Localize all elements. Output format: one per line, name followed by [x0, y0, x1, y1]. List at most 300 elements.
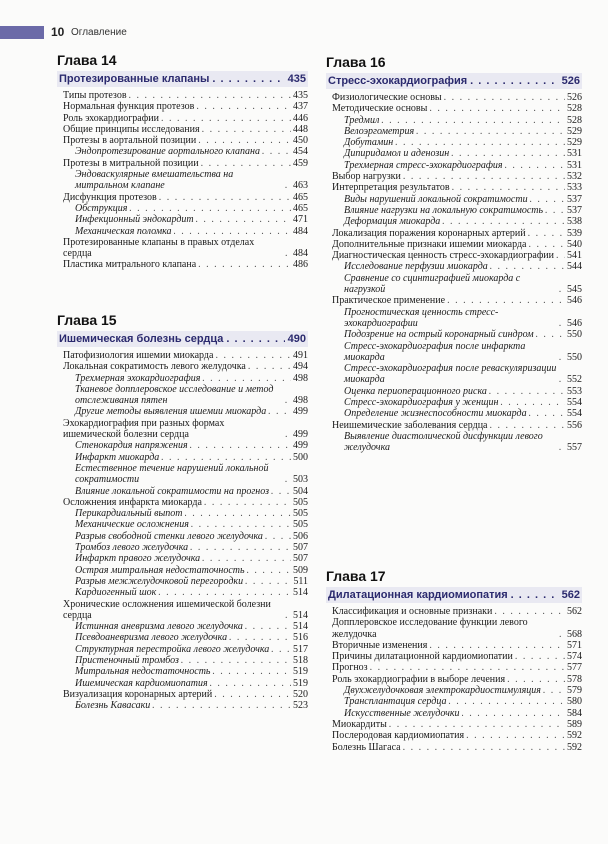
- entry-title: Влияние нагрузки на локальную сократимость: [344, 204, 544, 216]
- entry-page: 516: [293, 632, 308, 644]
- toc-entry[interactable]: [57, 599, 308, 622]
- toc-entry[interactable]: [57, 101, 308, 112]
- toc-entry[interactable]: [326, 674, 582, 685]
- entry-title: Тромбоз левого желудочка: [75, 542, 189, 554]
- entry-page: 531: [567, 159, 582, 171]
- entry-title: Болезнь Кавасаки: [75, 700, 151, 712]
- entry-page: 544: [567, 261, 582, 273]
- leader-dots: [462, 708, 565, 719]
- toc-subentry[interactable]: [326, 307, 582, 330]
- entry-page: 577: [567, 662, 582, 674]
- entry-page: 589: [567, 718, 582, 730]
- leader-dots: [285, 180, 291, 191]
- leader-dots: [161, 113, 291, 124]
- toc-entry[interactable]: [326, 651, 582, 662]
- entry-page: 505: [293, 496, 308, 508]
- toc-subentry[interactable]: [57, 169, 308, 192]
- leader-dots: [214, 689, 291, 700]
- leader-dots: [452, 182, 565, 193]
- toc-entry[interactable]: [326, 182, 582, 193]
- leader-dots: [204, 497, 291, 508]
- entry-page: 553: [567, 385, 582, 397]
- entry-title: Протезы в аортальной позиции: [63, 135, 197, 147]
- entry-page: 498: [293, 395, 308, 407]
- entry-title: Трансплантация сердца: [344, 696, 447, 708]
- entry-page: 459: [293, 157, 308, 169]
- toc-subentry[interactable]: [326, 126, 582, 137]
- leader-dots: [559, 629, 565, 640]
- toc-entry[interactable]: [57, 135, 308, 146]
- toc-list: [326, 92, 582, 454]
- entry-title: Стресс-эхокардиография после инфаркта миокарда: [344, 340, 526, 363]
- entry-page: 519: [293, 677, 308, 689]
- leader-dots: [245, 576, 291, 587]
- entry-title: Тканевое допплеровское исследование и метод отслеживания пятен: [75, 383, 274, 407]
- toc-entry[interactable]: [326, 228, 582, 239]
- toc-subentry[interactable]: [326, 386, 582, 397]
- toc-subentry[interactable]: [57, 621, 308, 632]
- toc-entry[interactable]: [326, 640, 582, 651]
- leader-dots: [245, 621, 291, 632]
- toc-subentry[interactable]: [326, 329, 582, 340]
- entry-page: 454: [293, 146, 308, 158]
- entry-page: 554: [567, 397, 582, 409]
- leader-dots: [271, 486, 291, 497]
- chapter-page: 526: [561, 75, 580, 87]
- toc-entry[interactable]: [326, 730, 582, 741]
- leader-dots: [201, 158, 291, 169]
- entry-title: Разрыв межжелудочковой перегородки: [75, 575, 244, 587]
- toc-entry[interactable]: [57, 237, 308, 260]
- entry-title: Инфаркт правого желудочка: [75, 553, 201, 565]
- entry-page: 529: [567, 125, 582, 137]
- entry-title: Практическое применение: [332, 295, 446, 307]
- toc-entry[interactable]: [57, 361, 308, 372]
- leader-dots: [536, 329, 565, 340]
- leader-dots: [403, 742, 565, 753]
- entry-title: Стенокардия напряжения: [75, 440, 188, 452]
- chapter-page: 490: [287, 333, 306, 345]
- leader-dots: [507, 674, 565, 685]
- entry-title: Эндоваскулярные вмешательства на митральном клапане: [75, 169, 234, 192]
- entry-page: 499: [293, 429, 308, 441]
- toc-entry[interactable]: [57, 158, 308, 169]
- toc-entry[interactable]: [326, 239, 582, 250]
- entry-title: Дипиридамол и аденозин: [344, 148, 450, 160]
- entry-title: Эхокардиография при разных формах ишемической болезни сердца: [63, 417, 225, 441]
- leader-dots: [190, 440, 291, 451]
- entry-page: 505: [293, 508, 308, 520]
- entry-title: Инфекционный эндокардит: [75, 214, 194, 226]
- entry-title: Другие методы выявления ишемии миокарда: [75, 406, 267, 418]
- toc-list: [57, 350, 308, 712]
- entry-page: 505: [293, 519, 308, 531]
- entry-page: 554: [567, 408, 582, 420]
- entry-title: Кардиогенный шок: [75, 587, 157, 599]
- toc-subentry[interactable]: [57, 463, 308, 486]
- entry-page: 514: [293, 621, 308, 633]
- leader-dots: [381, 115, 565, 126]
- entry-page: 537: [567, 204, 582, 216]
- column-divider: [316, 55, 317, 795]
- toc-subentry[interactable]: [326, 408, 582, 419]
- entry-page: 519: [293, 666, 308, 678]
- entry-title: Роль эхокардиографии: [63, 112, 159, 124]
- leader-dots: [285, 395, 291, 406]
- toc-subentry[interactable]: [326, 708, 582, 719]
- toc-entry[interactable]: [57, 418, 308, 441]
- leader-dots: [215, 350, 291, 361]
- toc-subentry[interactable]: [57, 587, 308, 598]
- entry-title: Исследование перфузии миокарда: [344, 261, 488, 273]
- entry-page: 562: [567, 606, 582, 617]
- chapter-title: Ишемическая болезнь сердца: [59, 333, 224, 345]
- toc-subentry[interactable]: [326, 431, 582, 454]
- leader-dots: [545, 205, 565, 216]
- toc-subentry[interactable]: [57, 542, 308, 553]
- entry-title: Деформация миокарда: [344, 216, 441, 228]
- entry-title: Истинная аневризма левого желудочка: [75, 621, 243, 633]
- leader-dots: [285, 248, 291, 259]
- entry-title: Роль эхокардиографии в выборе лечения: [332, 673, 506, 685]
- toc-subentry[interactable]: [57, 203, 308, 214]
- leader-dots: [489, 386, 565, 397]
- toc-entry[interactable]: [326, 420, 582, 431]
- toc-subentry[interactable]: [326, 194, 582, 205]
- leader-dots: [161, 452, 291, 463]
- toc-subentry[interactable]: [57, 644, 308, 655]
- entry-page: 546: [567, 295, 582, 307]
- leader-dots: [442, 216, 565, 227]
- leader-dots: [530, 194, 565, 205]
- entry-page: 507: [293, 542, 308, 554]
- leader-dots: [528, 228, 565, 239]
- entry-page: 494: [293, 361, 308, 373]
- toc-subentry[interactable]: [57, 576, 308, 587]
- entry-page: 557: [567, 442, 582, 454]
- entry-title: Послеродовая кардиомиопатия: [332, 730, 465, 742]
- leader-dots: [470, 75, 558, 87]
- leader-dots: [494, 606, 565, 617]
- chapter-title: Дилатационная кардиомиопатия: [328, 589, 508, 601]
- toc-subentry[interactable]: [326, 363, 582, 386]
- entry-title: Методические основы: [332, 103, 428, 115]
- entry-title: Обструкция: [75, 202, 128, 214]
- entry-title: Ишемическая кардиомиопатия: [75, 677, 208, 689]
- leader-dots: [268, 406, 291, 417]
- entry-title: Трехмерная стресс-эхокардиография: [344, 159, 503, 171]
- chapter-17: [326, 568, 582, 753]
- entry-page: 437: [293, 101, 308, 113]
- toc-entry[interactable]: [326, 250, 582, 261]
- leader-dots: [190, 542, 291, 553]
- chapter-15: [57, 312, 308, 712]
- entry-title: Хронические осложнения ишемической болезни сердца: [63, 598, 271, 621]
- toc-entry[interactable]: [57, 90, 308, 101]
- leader-dots: [451, 148, 565, 159]
- entry-page: 523: [293, 700, 308, 712]
- toc-subentry[interactable]: [57, 214, 308, 225]
- leader-dots: [515, 651, 565, 662]
- entry-title: Протезированные клапаны в правых отделах сердца: [63, 236, 255, 260]
- entry-title: Нормальная функция протезов: [63, 101, 195, 113]
- leader-dots: [529, 239, 566, 250]
- entry-page: 504: [293, 485, 308, 497]
- toc-subentry[interactable]: [57, 373, 308, 384]
- toc-subentry[interactable]: [326, 205, 582, 216]
- entry-page: 528: [567, 103, 582, 115]
- entry-page: 533: [567, 182, 582, 194]
- entry-page: 499: [293, 406, 308, 418]
- chapter-title-band[interactable]: [326, 73, 582, 89]
- toc-list: [57, 90, 308, 271]
- leader-dots: [196, 101, 291, 112]
- toc-subentry[interactable]: [57, 508, 308, 519]
- entry-page: 514: [293, 587, 308, 599]
- entry-title: Велоэргометрия: [344, 125, 415, 137]
- toc-subentry[interactable]: [57, 655, 308, 666]
- page-number: 10: [51, 25, 65, 39]
- chapter-title-band[interactable]: [57, 71, 308, 87]
- toc-subentry[interactable]: [57, 553, 308, 564]
- chapter-16: [326, 54, 582, 454]
- entry-page: 499: [293, 440, 308, 452]
- toc-subentry[interactable]: [57, 519, 308, 530]
- entry-page: 503: [293, 474, 308, 486]
- entry-page: 579: [567, 685, 582, 697]
- chapter-heading: Глава 16: [326, 54, 386, 70]
- toc-subentry[interactable]: [326, 115, 582, 126]
- leader-dots: [262, 146, 291, 157]
- toc-subentry[interactable]: [326, 341, 582, 364]
- leader-dots: [285, 610, 291, 621]
- entry-title: Искусственные желудочки: [344, 707, 460, 719]
- entry-title: Двухжелудочковая электрокардиостимуляция: [344, 685, 541, 697]
- entry-title: Болезнь Шагаса: [332, 741, 401, 753]
- toc-subentry[interactable]: [326, 261, 582, 272]
- leader-dots: [226, 333, 284, 345]
- entry-page: 448: [293, 123, 308, 135]
- entry-title: Структурная перестройка левого желудочка: [75, 643, 270, 655]
- leader-dots: [202, 124, 291, 135]
- toc-entry[interactable]: [326, 719, 582, 730]
- entry-page: 550: [567, 351, 582, 363]
- entry-page: 491: [293, 350, 308, 361]
- entry-title: Типы протезов: [63, 90, 127, 101]
- entry-page: 484: [293, 248, 308, 260]
- leader-dots: [191, 519, 291, 530]
- entry-page: 500: [293, 451, 308, 463]
- chapter-page: 562: [561, 589, 580, 601]
- entry-page: 486: [293, 259, 308, 271]
- leader-dots: [490, 261, 565, 272]
- toc-subentry[interactable]: [326, 685, 582, 696]
- entry-title: Псевдоаневризма левого желудочка: [75, 632, 228, 644]
- entry-title: Механическая поломка: [75, 225, 172, 237]
- leader-dots: [559, 442, 565, 453]
- entry-title: Допплеровское исследование функции левого желудочка: [332, 617, 528, 640]
- leader-dots: [559, 318, 565, 329]
- entry-title: Диагностическая ценность стресс-эхокардиографии: [332, 250, 555, 262]
- entry-page: 507: [293, 553, 308, 565]
- leader-dots: [529, 408, 565, 419]
- leader-dots: [210, 678, 291, 689]
- leader-dots: [265, 531, 291, 542]
- toc-entry[interactable]: [57, 350, 308, 361]
- entry-page: 498: [293, 372, 308, 384]
- entry-page: 446: [293, 112, 308, 124]
- entry-title: Выбор нагрузки: [332, 171, 401, 183]
- leader-dots: [152, 700, 291, 711]
- toc-subentry[interactable]: [57, 226, 308, 237]
- entry-title: Миокардиты: [332, 718, 387, 730]
- leader-dots: [448, 696, 565, 707]
- leader-dots: [429, 103, 565, 114]
- chapter-page: 435: [287, 73, 306, 85]
- entry-page: 550: [567, 329, 582, 341]
- toc-entry[interactable]: [326, 662, 582, 673]
- leader-dots: [429, 640, 565, 651]
- entry-title: Естественное течение нарушений локальной сократимости: [75, 462, 269, 486]
- leader-dots: [511, 589, 559, 601]
- entry-title: Трехмерная эхокардиография: [75, 372, 201, 384]
- toc-entry[interactable]: [326, 92, 582, 103]
- entry-title: Локализация поражения коронарных артерий: [332, 227, 526, 239]
- entry-title: Причины дилатационной кардиомиопатии: [332, 651, 513, 663]
- entry-title: Острая митральная недостаточность: [75, 564, 245, 576]
- leader-dots: [447, 295, 565, 306]
- running-header-title: Оглавление: [71, 27, 127, 38]
- leader-dots: [212, 73, 284, 85]
- leader-dots: [543, 685, 565, 696]
- entry-title: Интерпретация результатов: [332, 182, 450, 194]
- entry-page: 514: [293, 609, 308, 621]
- entry-title: Стресс-эхокардиография после реваскуляризации миокарда: [344, 363, 557, 386]
- toc-subentry[interactable]: [326, 216, 582, 227]
- entry-page: 518: [293, 655, 308, 667]
- entry-page: 463: [293, 180, 308, 192]
- toc-subentry[interactable]: [326, 137, 582, 148]
- toc-subentry[interactable]: [326, 696, 582, 707]
- toc-subentry[interactable]: [57, 452, 308, 463]
- entry-page: 506: [293, 530, 308, 542]
- toc-entry[interactable]: [57, 689, 308, 700]
- entry-title: Определение жизнеспособности миокарда: [344, 408, 527, 420]
- leader-dots: [466, 730, 565, 741]
- entry-title: Сравнение со сцинтиграфией миокарда с нагрузкой: [344, 272, 521, 296]
- chapter-title: Стресс-эхокардиография: [328, 75, 468, 87]
- entry-page: 574: [567, 651, 582, 663]
- entry-page: 528: [567, 114, 582, 126]
- entry-title: Пластика митрального клапана: [63, 259, 197, 271]
- toc-entry[interactable]: [57, 497, 308, 508]
- entry-title: Физиологические основы: [332, 92, 442, 103]
- entry-title: Выявление диастолической дисфункции левого желудочка: [344, 430, 543, 454]
- leader-dots: [395, 137, 565, 148]
- leader-dots: [444, 92, 565, 103]
- leader-dots: [212, 666, 291, 677]
- leader-dots: [500, 397, 565, 408]
- chapter-title-band[interactable]: [326, 587, 582, 603]
- leader-dots: [370, 662, 565, 673]
- entry-page: 568: [567, 628, 582, 640]
- toc-entry[interactable]: [326, 295, 582, 306]
- entry-page: 484: [293, 225, 308, 237]
- leader-dots: [129, 203, 291, 214]
- entry-page: 537: [567, 193, 582, 205]
- toc-subentry[interactable]: [57, 565, 308, 576]
- toc-entry[interactable]: [57, 259, 308, 270]
- toc-subentry[interactable]: [326, 397, 582, 408]
- leader-dots: [285, 474, 291, 485]
- header-color-bar: [0, 26, 44, 39]
- toc-entry[interactable]: [57, 192, 308, 203]
- leader-dots: [202, 553, 291, 564]
- entry-page: 471: [293, 214, 308, 226]
- toc-entry[interactable]: [326, 742, 582, 753]
- toc-subentry[interactable]: [57, 678, 308, 689]
- entry-title: Подозрение на острый коронарный синдром: [344, 329, 534, 341]
- entry-page: 509: [293, 564, 308, 576]
- leader-dots: [174, 226, 291, 237]
- toc-entry[interactable]: [326, 171, 582, 182]
- leader-dots: [247, 565, 291, 576]
- leader-dots: [198, 259, 291, 270]
- leader-dots: [159, 192, 291, 203]
- toc-entry[interactable]: [326, 617, 582, 640]
- toc-subentry[interactable]: [326, 148, 582, 159]
- entry-page: 435: [293, 90, 308, 101]
- toc-subentry[interactable]: [57, 700, 308, 711]
- entry-page: 529: [567, 137, 582, 149]
- toc-subentry[interactable]: [57, 146, 308, 157]
- toc-entry[interactable]: [326, 606, 582, 617]
- entry-page: 450: [293, 135, 308, 147]
- entry-title: Вторичные изменения: [332, 639, 428, 651]
- entry-title: Прогностическая ценность стресс-эхокардиографии: [344, 306, 499, 329]
- toc-entry[interactable]: [57, 124, 308, 135]
- toc-subentry[interactable]: [326, 160, 582, 171]
- entry-title: Инфаркт миокарда: [75, 451, 160, 463]
- entry-page: 545: [567, 284, 582, 296]
- entry-title: Механические осложнения: [75, 519, 189, 531]
- chapter-title: Протезированные клапаны: [59, 73, 210, 85]
- entry-title: Локальная сократимость левого желудочка: [63, 361, 246, 373]
- chapter-title-band[interactable]: [57, 331, 308, 347]
- entry-title: Добутамин: [344, 137, 394, 149]
- toc-subentry[interactable]: [57, 406, 308, 417]
- entry-page: 580: [567, 696, 582, 708]
- leader-dots: [285, 429, 291, 440]
- entry-title: Оценка периоперационного риска: [344, 385, 487, 397]
- entry-title: Разрыв свободной стенки левого желудочка: [75, 530, 263, 542]
- toc-entry[interactable]: [57, 113, 308, 124]
- toc-subentry[interactable]: [57, 666, 308, 677]
- toc-subentry[interactable]: [326, 273, 582, 296]
- toc-subentry[interactable]: [57, 486, 308, 497]
- toc-subentry[interactable]: [57, 632, 308, 643]
- entry-title: Патофизиология ишемии миокарда: [63, 350, 214, 361]
- toc-entry[interactable]: [326, 103, 582, 114]
- entry-title: Общие принципы исследования: [63, 123, 200, 135]
- entry-title: Митральная недостаточность: [75, 666, 211, 678]
- entry-page: 520: [293, 688, 308, 700]
- toc-subentry[interactable]: [57, 440, 308, 451]
- toc-subentry[interactable]: [57, 384, 308, 407]
- toc-subentry[interactable]: [57, 531, 308, 542]
- leader-dots: [403, 171, 565, 182]
- entry-title: Неишемические заболевания сердца: [332, 419, 488, 431]
